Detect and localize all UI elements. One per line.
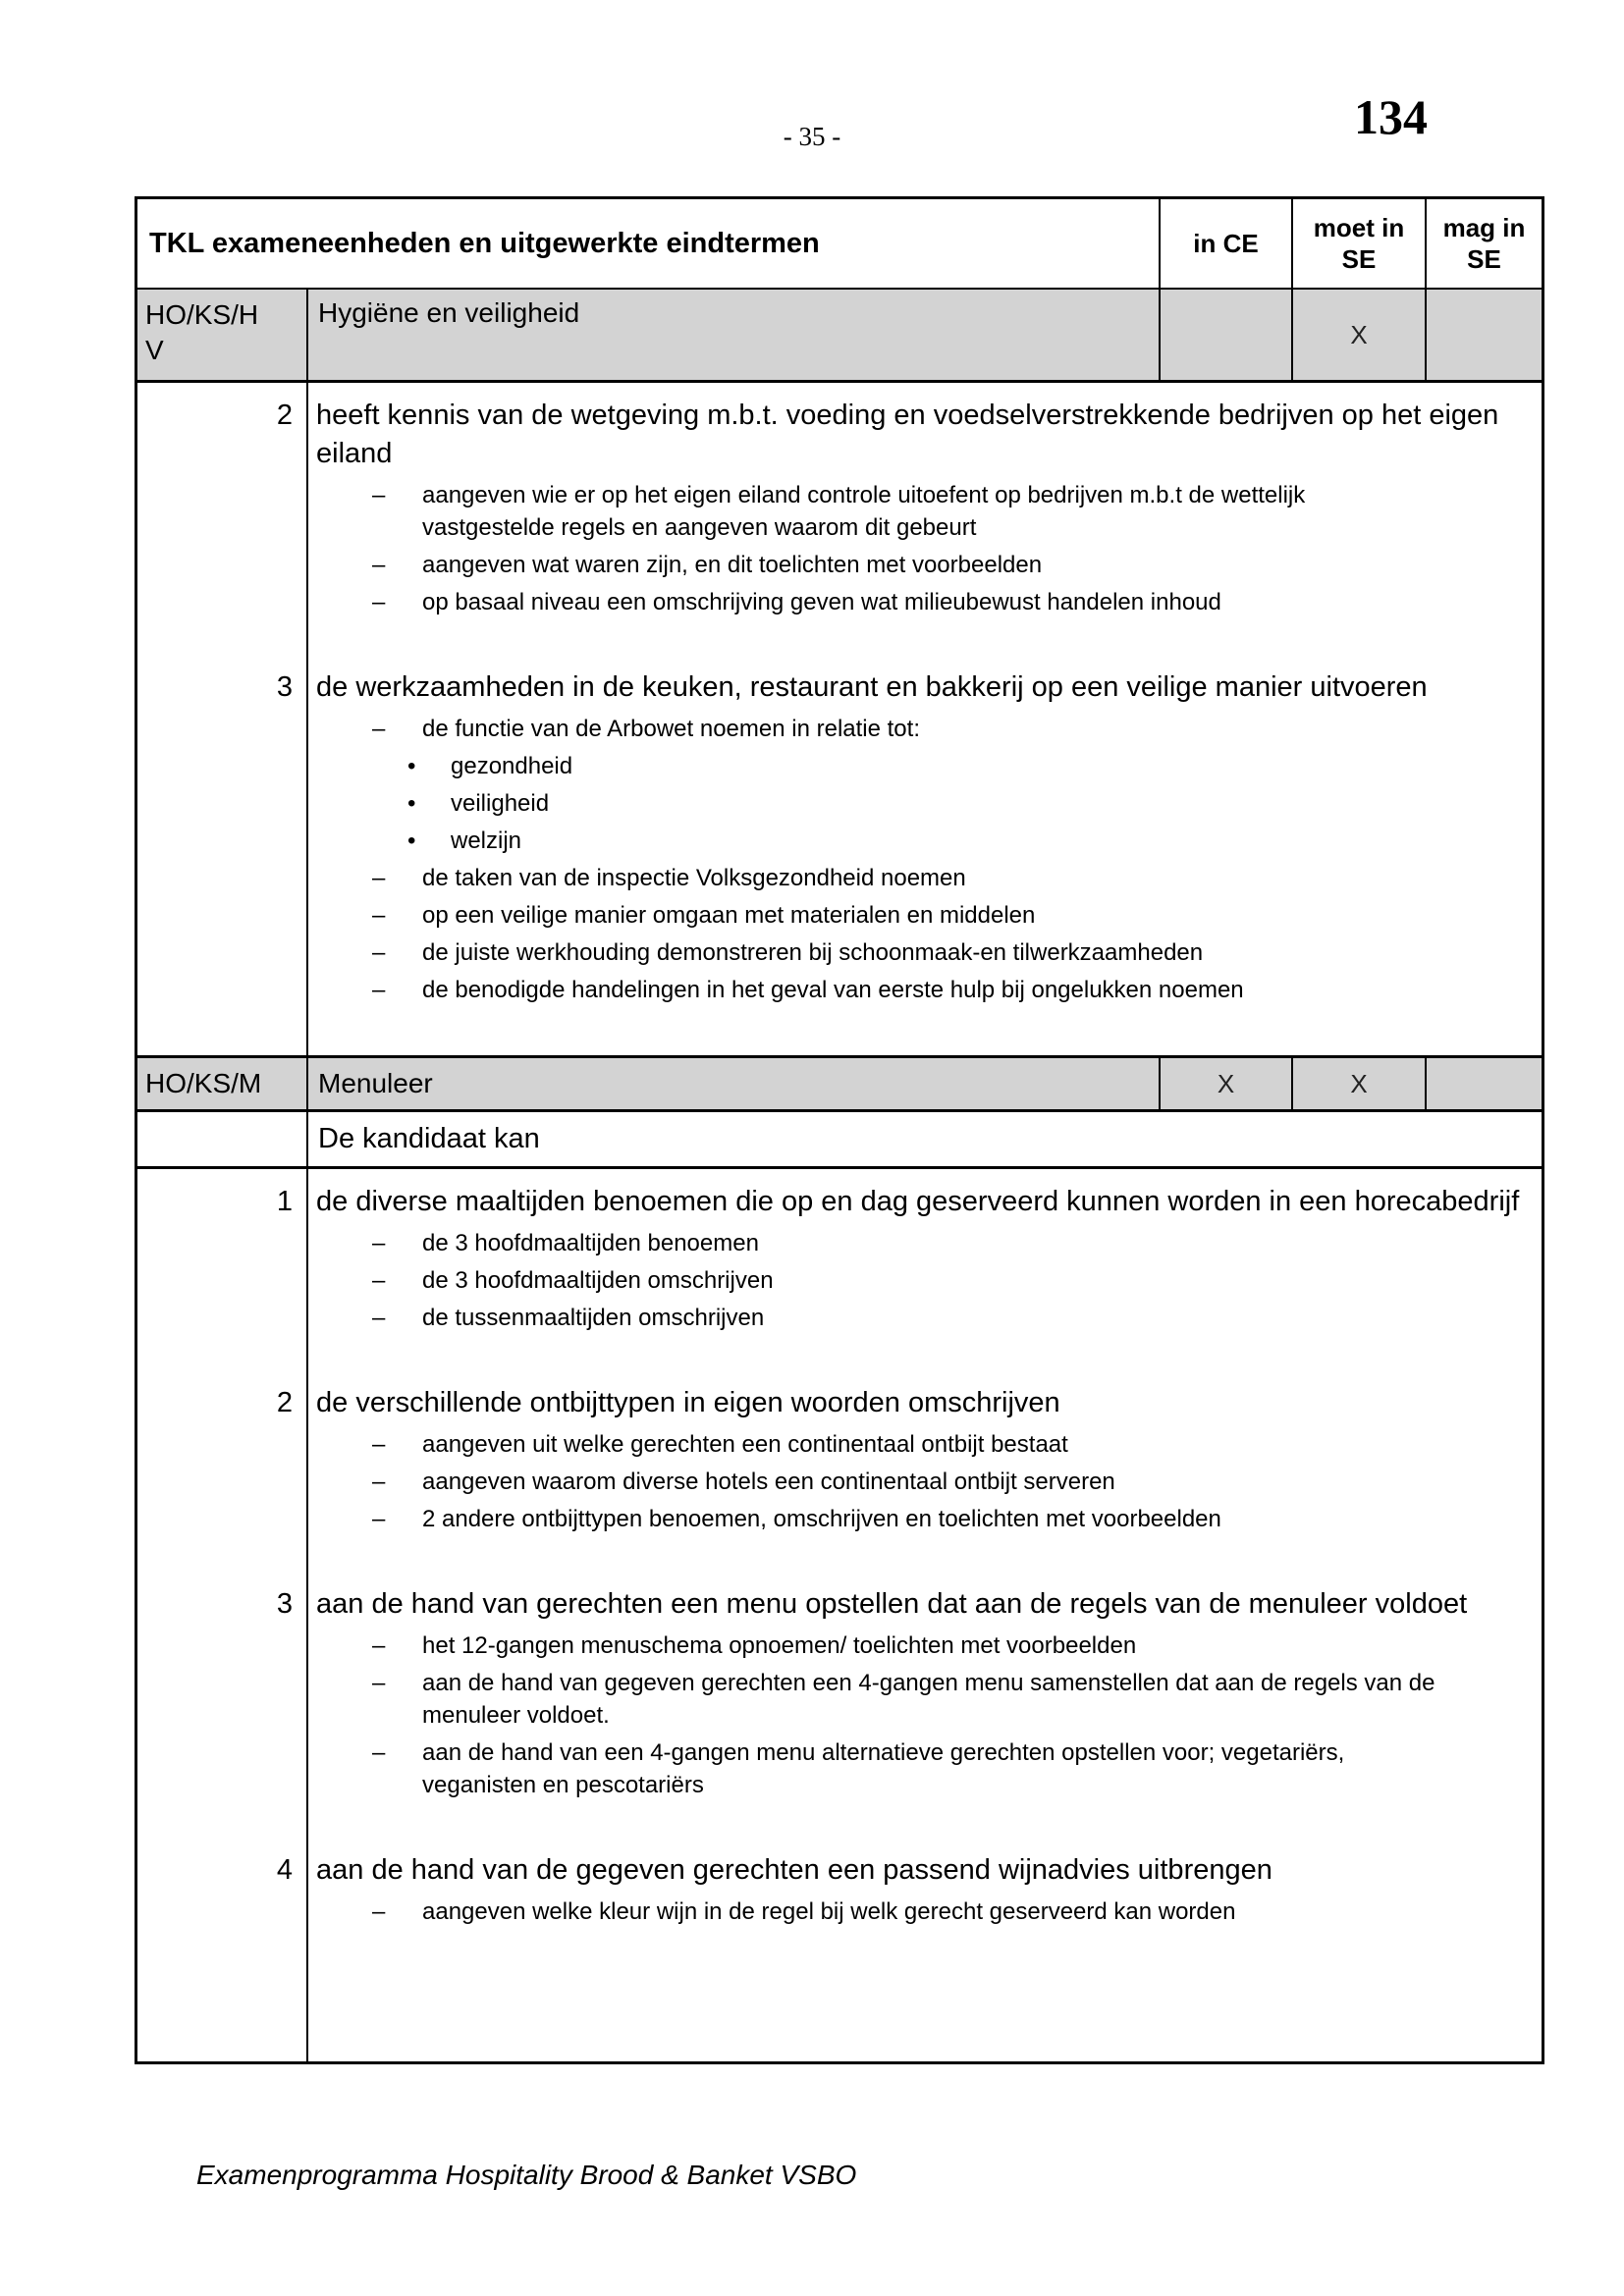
sub-item: – het 12-gangen menuschema opnoemen/ toelichten met voorbeelden [372, 1629, 1532, 1662]
unit-name: Hygiëne en veiligheid [306, 290, 1159, 380]
sub-item-list [372, 862, 1532, 1006]
item-number: 2 [137, 1339, 308, 1540]
sub-item: – aan de hand van een 4-gangen menu alternatieve gerechten opstellen voor; vegetariërs, veganisten en pescotariërs [372, 1736, 1532, 1801]
document-footer: Examenprogramma Hospitality Brood & Banket VSBO [196, 2160, 857, 2190]
sub-item: – 2 andere ontbijttypen benoemen, omschrijven en toelichten met voorbeelden [372, 1503, 1532, 1535]
dash-marker: – [372, 1305, 386, 1331]
sub-item: – aangeven waarom diverse hotels een continentaal ontbijt serveren [372, 1466, 1532, 1498]
sub-item-list [372, 1629, 1532, 1801]
dash-marker: – [372, 1739, 386, 1766]
eindterm-item [137, 1339, 1542, 1540]
unit-in-ce-mark: X [1159, 1058, 1291, 1109]
sub-item: – aangeven welke kleur wijn in de regel bij welk gerecht geserveerd kan worden [372, 1896, 1532, 1928]
sub-item: – de 3 hoofdmaaltijden omschrijven [372, 1264, 1532, 1297]
unit-row-hygiene [137, 290, 1542, 383]
item-title: heeft kennis van de wetgeving m.b.t. voeding en voedselverstrekkende bedrijven op het eigen eiland [316, 400, 1499, 469]
bullet-marker: • [407, 790, 416, 817]
unit-in-ce-mark [1159, 290, 1291, 380]
dash-marker: – [372, 1506, 386, 1532]
eindterm-item [137, 1806, 1542, 1933]
unit-mag-in-se-mark [1425, 1058, 1542, 1109]
bullet-marker: • [407, 753, 416, 779]
eindterm-item [137, 623, 1542, 1011]
bullet-item: • veiligheid [406, 787, 1532, 820]
dash-marker: – [372, 1267, 386, 1294]
sub-item-list [372, 1896, 1532, 1928]
unit-code [137, 290, 306, 380]
unit-moet-in-se-mark: X [1291, 1058, 1425, 1109]
unit-code-line1: HO/KS/H [145, 299, 259, 330]
column-header-mag-in-se: mag in SE [1425, 199, 1542, 288]
kandidaat-row [137, 1112, 1542, 1169]
sub-item: – op een veilige manier omgaan met materialen en middelen [372, 899, 1532, 932]
bullet-marker: • [407, 828, 416, 854]
unit-code-line2: V [145, 335, 164, 366]
unit-code-line1: HO/KS/M [145, 1067, 262, 1098]
section-body-menuleer [137, 1169, 1542, 2061]
filler-row [137, 1011, 1542, 1055]
dash-marker: – [372, 552, 386, 578]
column-header-moet-in-se: moet in SE [1291, 199, 1425, 288]
dash-marker: – [372, 482, 386, 508]
sub-item-list [372, 1428, 1532, 1535]
kandidaat-label: De kandidaat kan [318, 1123, 540, 1154]
exam-terms-table [135, 196, 1544, 2064]
page-number-folio: 134 [1354, 89, 1428, 144]
unit-moet-in-se-mark: X [1291, 290, 1425, 380]
bullet-item: • gezondheid [406, 750, 1532, 782]
unit-row-menuleer [137, 1058, 1542, 1112]
dash-marker: – [372, 902, 386, 929]
eindterm-item [137, 1540, 1542, 1806]
sub-item: – de functie van de Arbowet noemen in relatie tot: [372, 713, 1532, 745]
eindterm-item [137, 1169, 1542, 1339]
item-title: de werkzaamheden in de keuken, restaurant en bakkerij op een veilige manier uitvoeren [316, 671, 1428, 703]
sub-item-list [372, 713, 1532, 745]
dash-marker: – [372, 865, 386, 891]
sub-item: – aangeven uit welke gerechten een continentaal ontbijt bestaat [372, 1428, 1532, 1461]
sub-item: – de benodigde handelingen in het geval van eerste hulp bij ongelukken noemen [372, 974, 1532, 1006]
item-title: de verschillende ontbijttypen in eigen woorden omschrijven [316, 1387, 1060, 1418]
unit-name: Menuleer [306, 1058, 1159, 1109]
dash-marker: – [372, 716, 386, 742]
dash-marker: – [372, 1898, 386, 1925]
dash-marker: – [372, 939, 386, 966]
sub-item: – de 3 hoofdmaaltijden benoemen [372, 1227, 1532, 1259]
page-number-center: - 35 - [783, 122, 841, 151]
sub-item-list [372, 1227, 1532, 1334]
filler-row [137, 1933, 1542, 2061]
section-body-hygiene [137, 383, 1542, 1058]
dash-marker: – [372, 1632, 386, 1659]
item-title: de diverse maaltijden benoemen die op en dag geserveerd kunnen worden in een horecabedrijf [316, 1186, 1520, 1217]
bullet-item: • welzijn [406, 825, 1532, 857]
sub-item: – de taken van de inspectie Volksgezondheid noemen [372, 862, 1532, 894]
unit-mag-in-se-mark [1425, 290, 1542, 380]
dash-marker: – [372, 1230, 386, 1256]
column-header-in-ce: in CE [1159, 199, 1291, 288]
sub-item: – de juiste werkhouding demonstreren bij schoonmaak-en tilwerkzaamheden [372, 936, 1532, 969]
sub-item: – de tussenmaaltijden omschrijven [372, 1302, 1532, 1334]
item-number: 3 [137, 623, 308, 1011]
sub-item: – aangeven wat waren zijn, en dit toelichten met voorbeelden [372, 549, 1532, 581]
bullet-list [406, 750, 1532, 857]
dash-marker: – [372, 977, 386, 1003]
table-title: TKL exameneenheden en uitgewerkte eindtermen [149, 227, 820, 259]
dash-marker: – [372, 1670, 386, 1696]
sub-item: – aangeven wie er op het eigen eiland controle uitoefent op bedrijven m.b.t de wettelijk vastgestelde regels en aangeven waarom dit gebeurt [372, 479, 1532, 544]
item-number: 4 [137, 1806, 308, 1933]
dash-marker: – [372, 1431, 386, 1458]
sub-item: – op basaal niveau een omschrijving geven wat milieubewust handelen inhoud [372, 586, 1532, 618]
table-header-row [137, 199, 1542, 290]
dash-marker: – [372, 589, 386, 615]
item-title: aan de hand van gerechten een menu opstellen dat aan de regels van de menuleer voldoet [316, 1588, 1468, 1620]
item-number: 2 [137, 383, 308, 623]
item-number: 1 [137, 1169, 308, 1339]
item-number: 3 [137, 1540, 308, 1806]
sub-item: – aan de hand van gegeven gerechten een 4-gangen menu samenstellen dat aan de regels van de menuleer voldoet. [372, 1667, 1532, 1732]
item-title: aan de hand van de gegeven gerechten een passend wijnadvies uitbrengen [316, 1854, 1272, 1886]
unit-code [137, 1058, 306, 1109]
eindterm-item [137, 383, 1542, 623]
sub-item-list [372, 479, 1532, 618]
dash-marker: – [372, 1468, 386, 1495]
